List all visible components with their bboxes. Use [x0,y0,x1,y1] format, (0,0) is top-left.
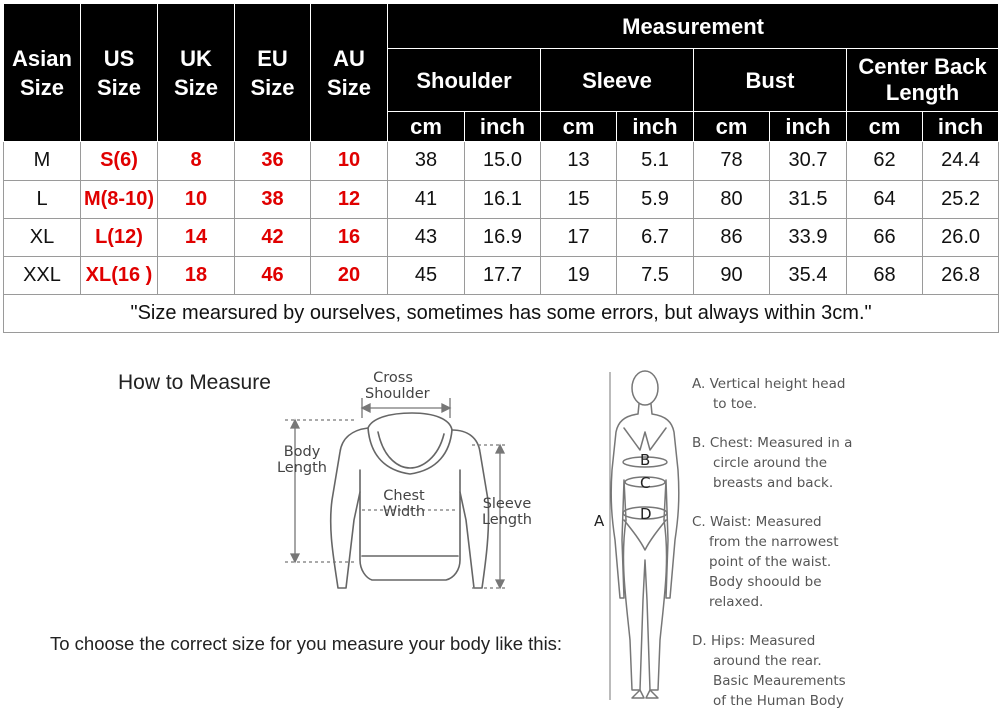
cell-sleeve-cm: 17 [541,218,617,256]
header-asian-size: Asian Size [4,4,81,142]
cell-length-inch: 26.0 [923,218,999,256]
cell-uk-size: 18 [158,256,235,294]
cell-us-size: L(12) [81,218,158,256]
cell-length-inch: 24.4 [923,142,999,180]
cell-eu-size: 38 [235,180,311,218]
cell-eu-size: 46 [235,256,311,294]
cell-asian-size: M [4,142,81,180]
unit-inch: inch [465,112,541,142]
cell-au-size: 10 [311,142,388,180]
cell-sleeve-cm: 19 [541,256,617,294]
cell-sleeve-inch: 5.1 [617,142,694,180]
unit-inch: inch [617,112,694,142]
cell-us-size: M(8-10) [81,180,158,218]
unit-inch: inch [770,112,847,142]
cell-length-inch: 26.8 [923,256,999,294]
cell-bust-cm: 78 [694,142,770,180]
cell-shoulder-inch: 17.7 [465,256,541,294]
cell-length-cm: 66 [847,218,923,256]
cell-shoulder-inch: 16.1 [465,180,541,218]
cell-bust-cm: 90 [694,256,770,294]
cell-sleeve-inch: 6.7 [617,218,694,256]
unit-cm: cm [541,112,617,142]
cell-length-cm: 64 [847,180,923,218]
cell-us-size: S(6) [81,142,158,180]
cell-uk-size: 8 [158,142,235,180]
cell-sleeve-cm: 13 [541,142,617,180]
marker-a: A [594,512,605,530]
chest-width-label: Chest Width [382,488,426,520]
cell-length-cm: 68 [847,256,923,294]
cell-sleeve-inch: 5.9 [617,180,694,218]
cell-eu-size: 36 [235,142,311,180]
marker-d: D [640,505,652,523]
cross-shoulder-label: Cross Shoulder [365,370,430,402]
header-measurement: Measurement [388,4,999,49]
cell-sleeve-cm: 15 [541,180,617,218]
cell-shoulder-inch: 15.0 [465,142,541,180]
choose-size-instruction: To choose the correct size for you measure your body like this: [50,633,563,654]
cell-shoulder-cm: 38 [388,142,465,180]
cell-au-size: 20 [311,256,388,294]
unit-cm: cm [388,112,465,142]
cell-uk-size: 14 [158,218,235,256]
guide-b: B. Chest: Measured in a circle around the breasts and back. [692,435,853,491]
header-us-size: US Size [81,4,158,142]
marker-b: B [640,451,651,469]
cell-asian-size: XL [4,218,81,256]
header-uk-size: UK Size [158,4,235,142]
header-bust: Bust [694,49,847,112]
marker-c: C [640,474,651,492]
guide-d: D. Hips: Measured around the rear. Basic Meaurements of the Human Body [692,633,846,709]
cell-bust-inch: 30.7 [770,142,847,180]
header-sleeve: Sleeve [541,49,694,112]
cell-eu-size: 42 [235,218,311,256]
body-figure [611,371,679,698]
cell-us-size: XL(16 ) [81,256,158,294]
cell-sleeve-inch: 7.5 [617,256,694,294]
cell-bust-inch: 31.5 [770,180,847,218]
cell-au-size: 16 [311,218,388,256]
sleeve-length-label: Sleeve Length [481,496,532,528]
cell-asian-size: L [4,180,81,218]
guide-a: A. Vertical height head to toe. [692,376,846,412]
header-shoulder: Shoulder [388,49,541,112]
cell-shoulder-inch: 16.9 [465,218,541,256]
body-length-label: Body Length [276,444,327,476]
cell-bust-inch: 33.9 [770,218,847,256]
unit-cm: cm [847,112,923,142]
guide-c: C. Waist: Measured from the narrowest point of the waist. Body shoould be relaxed. [692,514,839,610]
cell-bust-cm: 86 [694,218,770,256]
measurement-note: "Size mearsured by ourselves, sometimes has some errors, but always within 3cm." [4,294,999,332]
cell-asian-size: XXL [4,256,81,294]
cell-shoulder-cm: 41 [388,180,465,218]
cell-shoulder-cm: 43 [388,218,465,256]
unit-inch: inch [923,112,999,142]
cell-length-cm: 62 [847,142,923,180]
unit-cm: cm [694,112,770,142]
cell-au-size: 12 [311,180,388,218]
cell-bust-inch: 35.4 [770,256,847,294]
header-au-size: AU Size [311,4,388,142]
cell-uk-size: 10 [158,180,235,218]
cell-bust-cm: 80 [694,180,770,218]
cell-shoulder-cm: 45 [388,256,465,294]
header-center-back-length: Center Back Length [847,49,999,112]
cell-length-inch: 25.2 [923,180,999,218]
how-to-measure-title: How to Measure [118,371,271,394]
header-eu-size: EU Size [235,4,311,142]
